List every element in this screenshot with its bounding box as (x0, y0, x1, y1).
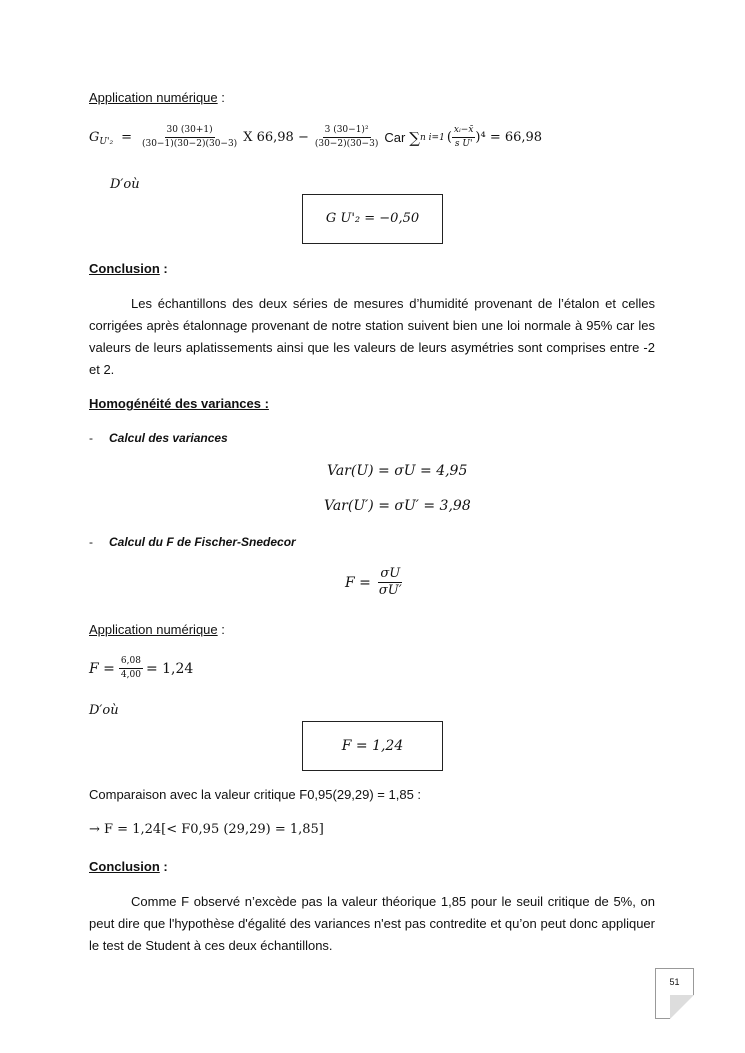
g-symbol: G (89, 130, 100, 145)
equals-sign: = (121, 130, 132, 145)
conclusion-colon: : (159, 859, 168, 874)
result-box-2 (302, 721, 443, 771)
fraction-2-den: (30−2)(30−3) (314, 139, 379, 149)
page-number: 51 (669, 977, 680, 987)
result-box-1-text: G U'₂ = −0,50 (325, 211, 420, 226)
sum-symbol: ∑ (409, 128, 420, 147)
f-numeric-formula (89, 655, 193, 682)
f-formula (345, 566, 404, 599)
f-fraction (377, 566, 404, 599)
bullet-calc-f (89, 535, 296, 549)
f-result-2: = 1,24 (145, 660, 194, 677)
mid-term: X 66,98 − (243, 130, 309, 145)
f-den: σU′ (378, 583, 402, 598)
g-subscript: U'₂ (99, 136, 114, 147)
f-numeric-fraction (119, 655, 143, 682)
bullet-calc-var (89, 431, 228, 445)
arrow-line: → F = 1,24[< F0,95 (29,29) = 1,85] (89, 822, 324, 837)
heading-label: Application numérique (89, 90, 218, 105)
conclusion-paragraph-2: Comme F observé n’excède pas la valeur théorique 1,85 pour le seuil critique de 5%, on peut dire que l'hypothèse d'égalité des variances n'est pas contredite et qu’on peut donc appliquer le test de Student à ces deux échantillons. (89, 894, 655, 953)
fraction-1 (140, 124, 239, 151)
heading-label: Application numérique (89, 622, 218, 637)
conclusion-heading-2 (89, 859, 168, 874)
fraction-2-num: 3 (30−1)² (323, 124, 371, 138)
result-box-1 (302, 194, 443, 244)
f-num-2: 6,08 (119, 655, 143, 669)
conclusion-heading-1 (89, 261, 168, 276)
conclusion-title: Conclusion (89, 261, 160, 276)
result-box-2-text: F = 1,24 (341, 738, 404, 754)
kurtosis-formula: G U'₂ = $\frac{30 (30+1)}{(30-1)(30-2)(30-3)}$ X 66,98 − $\frac{\text{3 (30−1)²}}{(30-2)(30-3)}$ Car ∑ n i=1 ( $\frac{\text{xᵢ−x̄}}{\text{s U'}}$ )⁴ = 66,98 (89, 125, 543, 149)
page-number-box (655, 968, 694, 1019)
conclusion-title: Conclusion (89, 859, 160, 874)
fraction-1-num: 30 (30+1) (165, 124, 215, 138)
homogeneite-heading: Homogénéité des variances : (89, 396, 269, 411)
comparison-line: Comparaison avec la valeur critique F0,95(29,29) = 1,85 : (89, 787, 422, 802)
calc-f-label: Calcul du F de Fischer-Snedecor (109, 535, 296, 549)
conclusion-colon: : (159, 261, 168, 276)
fraction-1-den: (30−1)(30−2)(30−3) (141, 139, 238, 149)
fraction-3-num: xᵢ−x̄ (452, 124, 476, 138)
app-numerique-heading-1 (89, 90, 225, 105)
var-u2-equation: Var(U′) = σU′ = 3,98 (324, 498, 471, 514)
sum-limits: n i=1 (420, 132, 445, 143)
f-den-2: 4,00 (120, 670, 141, 680)
formula-tail: )⁴ = 66,98 (475, 130, 543, 145)
dou-text-1: D′où (110, 177, 140, 192)
car-text: Car (384, 130, 406, 145)
fraction-2 (313, 124, 380, 151)
heading-colon: : (217, 90, 225, 105)
var-u-equation: Var(U) = σU = 4,95 (327, 463, 468, 479)
bullet-dash: - (89, 535, 93, 549)
fraction-3 (452, 124, 476, 151)
f-num: σU (380, 566, 401, 581)
page-fold-icon (670, 995, 694, 1019)
app-numerique-heading-2 (89, 622, 225, 637)
calc-var-label: Calcul des variances (109, 431, 228, 445)
conclusion-paragraph-1: Les échantillons des deux séries de mesures d’humidité provenant de l’étalon et celles corrigées après étalonnage provenant de notre station suivent bien une loi normale à 95% car les valeurs de leurs aplatissements ainsi que les valeurs de leurs asymétries sont comprises entre -2 et 2. (89, 296, 655, 377)
bullet-dash: - (89, 431, 93, 445)
f-lhs-2: F = (89, 660, 115, 677)
heading-colon: : (217, 622, 225, 637)
fraction-3-den: s U' (454, 139, 473, 149)
dou-text-2: D′où (89, 703, 119, 718)
f-lhs: F = (345, 574, 371, 591)
